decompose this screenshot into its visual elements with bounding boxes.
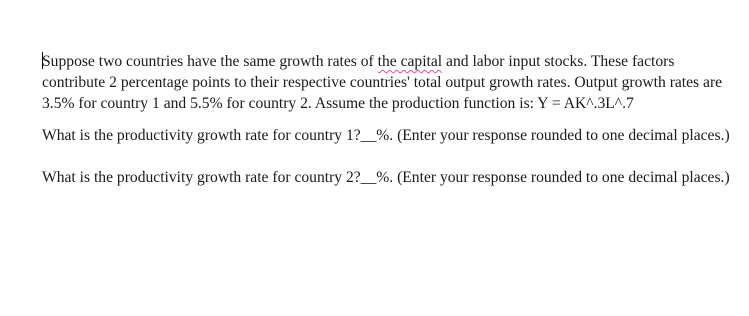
statement-text-end: and labor input stocks. These factors contribute 2 percentage points to their respective countries' total output growth rates. Output growth rates are 3.5% for country 1 and 5.5% for country 2. Assume the production function is: Y = AK^.3L^.7 (42, 53, 723, 112)
problem-statement (42, 51, 732, 114)
document-body (42, 51, 732, 188)
question-1: What is the productivity growth rate for country 1?__%. (Enter your response rounded to one decimal places.) (42, 127, 730, 144)
statement-text-start: Suppose two countries have the same growth rates of (42, 53, 378, 70)
spellcheck-flagged-phrase[interactable]: the capital (377, 53, 443, 70)
question-2: What is the productivity growth rate for country 2?__%. (Enter your response rounded to one decimal places.) (42, 169, 730, 186)
